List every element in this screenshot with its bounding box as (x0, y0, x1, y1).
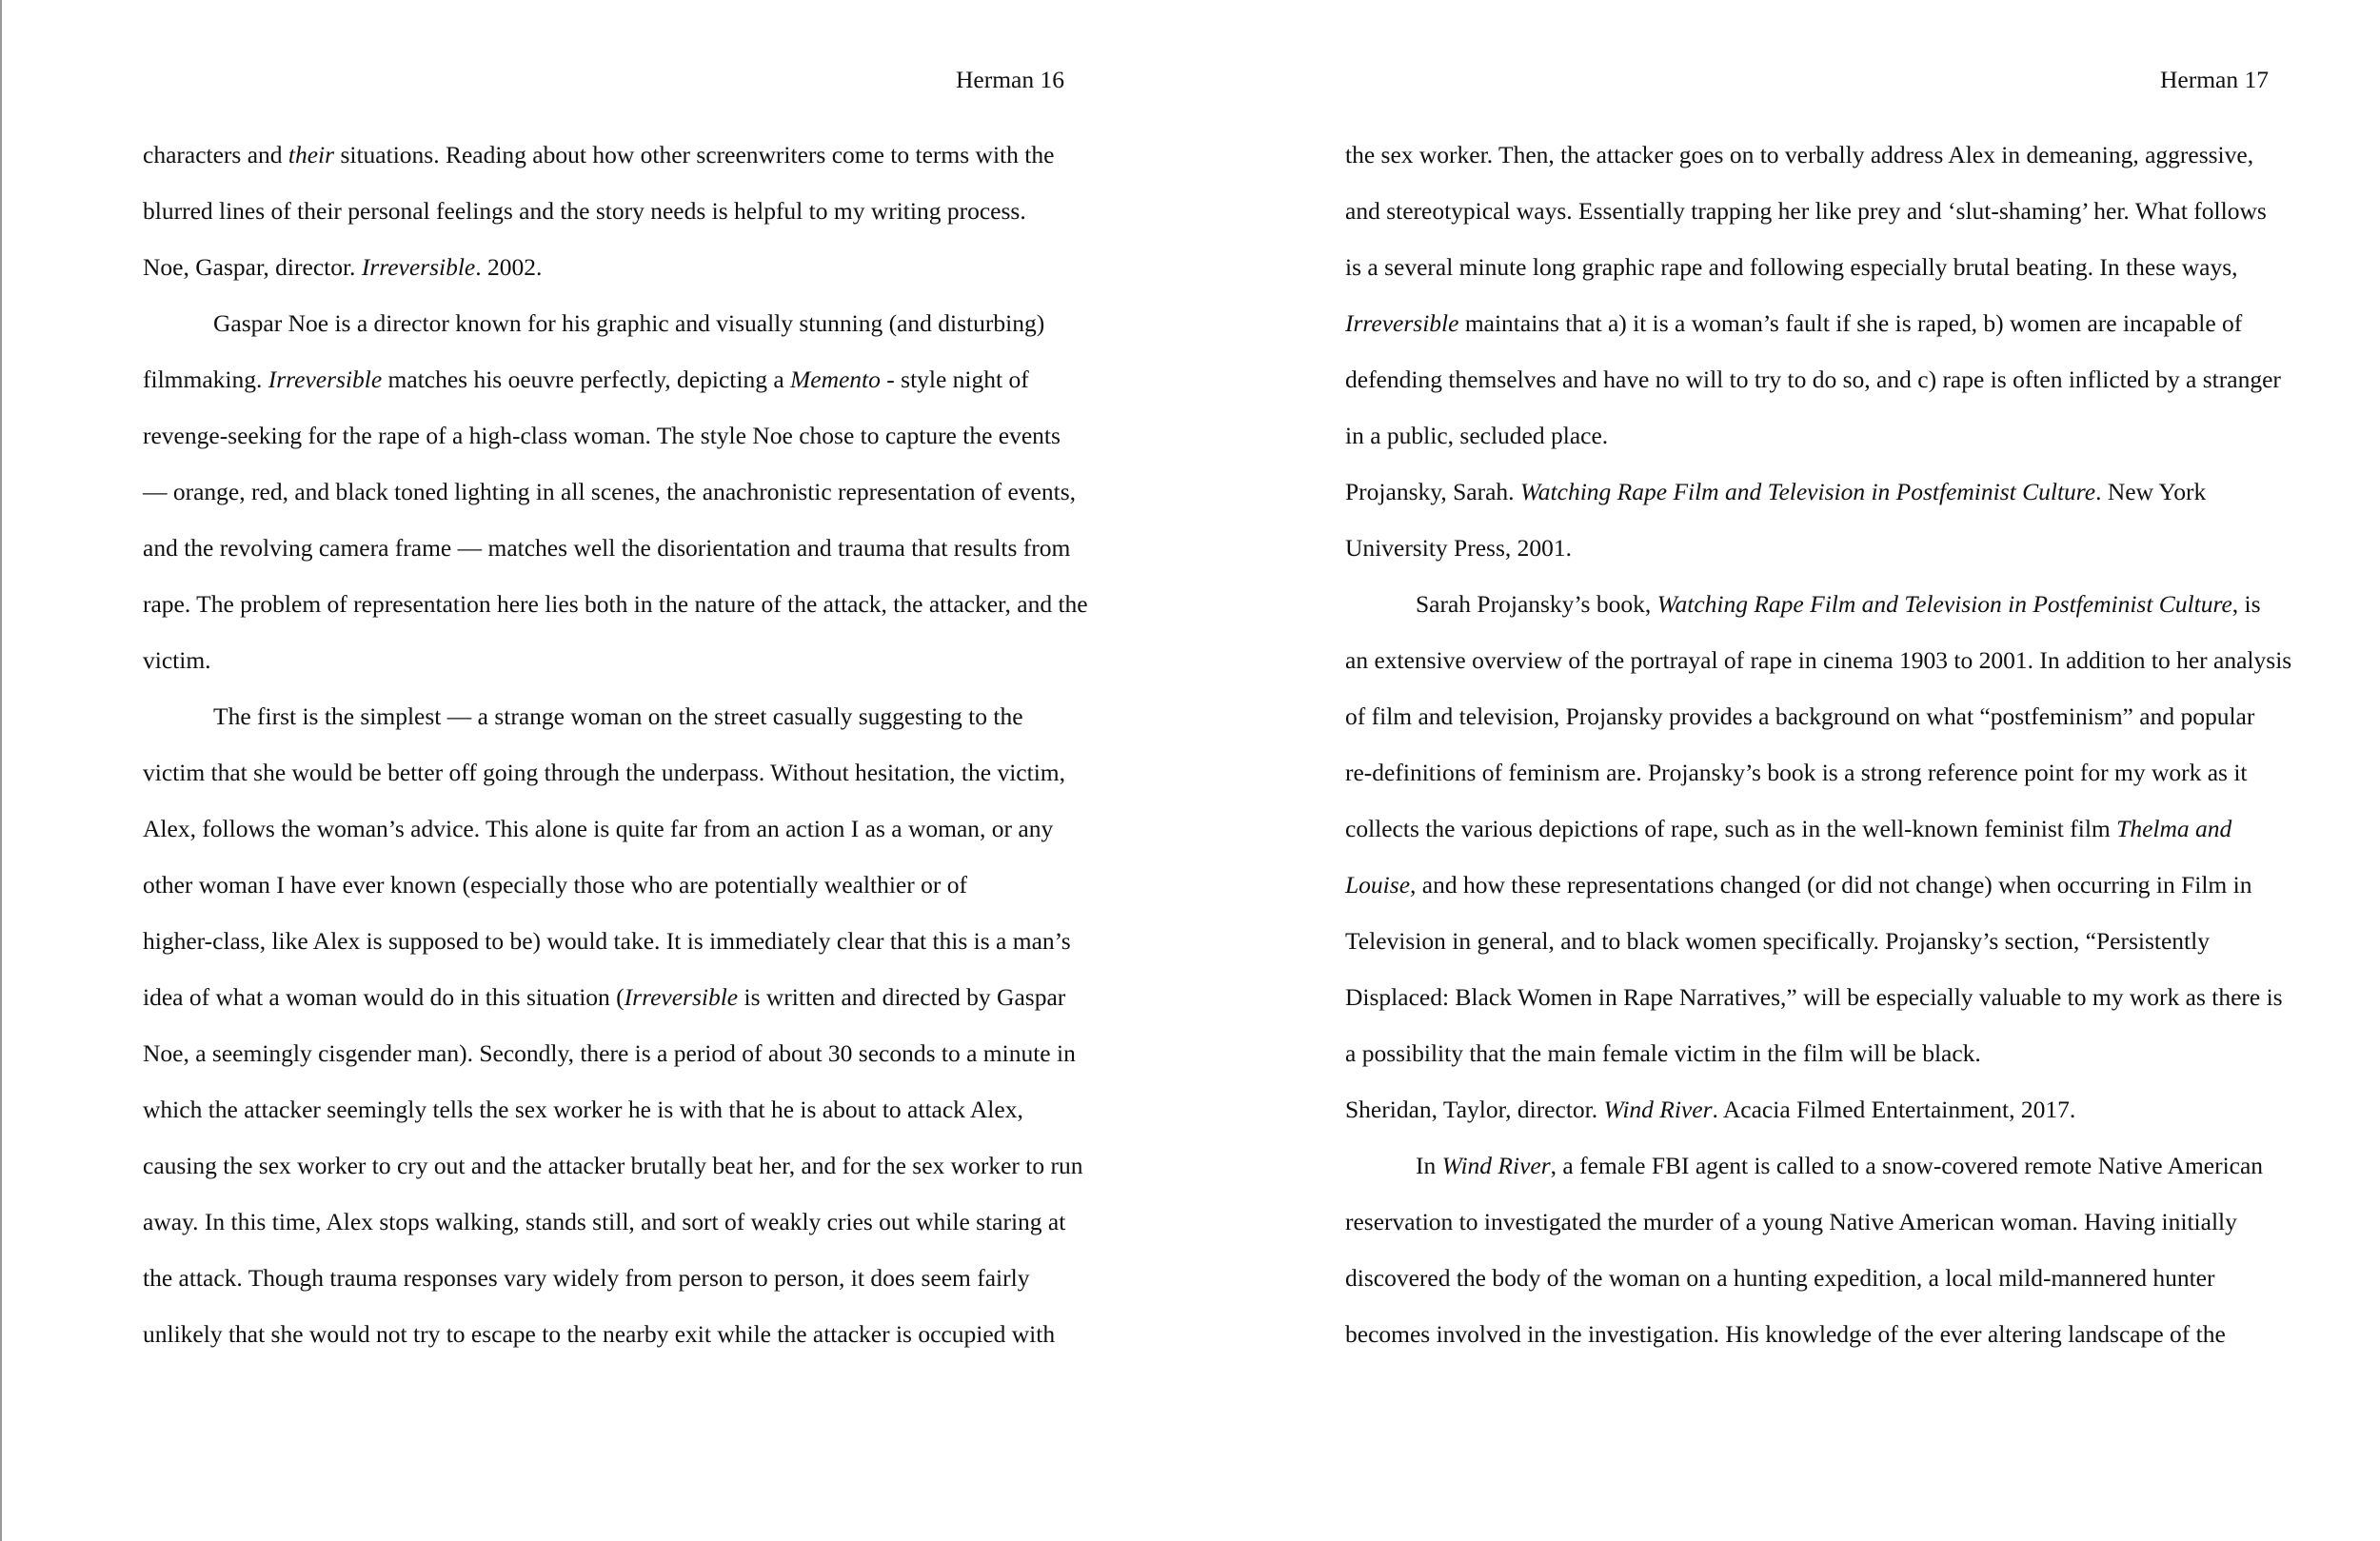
italic-text: their (288, 141, 335, 168)
text-line (1345, 1306, 2226, 1362)
italic-text: Irreversible (624, 983, 739, 1011)
text-line (143, 800, 1053, 857)
text-run: the attack. Though trauma responses vary widely from person to person, it does seem fairly (143, 1264, 1030, 1292)
text-run: In (1416, 1152, 1442, 1179)
text-run: - style night of (880, 365, 1029, 393)
text-run: an extensive overview of the portrayal of rape in cinema 1903 to 2001. In addition to her analysis (1345, 646, 2292, 674)
text-line (143, 1025, 1076, 1081)
italic-text: Irreversible (268, 365, 383, 393)
text-line (1345, 407, 1608, 464)
page-16 (143, 0, 1088, 1541)
text-line (143, 632, 211, 688)
text-run: a possibility that the main female victim in the film will be black. (1345, 1039, 1981, 1067)
text-run: causing the sex worker to cry out and the attacker brutally beat her, and for the sex worker to run (143, 1152, 1083, 1179)
text-run: University Press, 2001. (1345, 534, 1572, 562)
text-run: of film and television, Projansky provides a background on what “postfeminism” and popular (1345, 702, 2255, 730)
text-line (143, 744, 1065, 800)
text-run: Displaced: Black Women in Rape Narratives,” will be especially valuable to my work as there is (1345, 983, 2283, 1011)
text-run: in a public, secluded place. (1345, 422, 1609, 449)
text-run: matches his oeuvre perfectly, depicting a (382, 365, 791, 393)
text-line (1416, 1137, 2263, 1194)
text-run: and stereotypical ways. Essentially trapping her like prey and ‘slut-shaming’ her. What follows (1345, 197, 2267, 225)
italic-text: Louise, (1345, 871, 1417, 899)
text-line (1345, 1081, 2075, 1137)
text-run: , a female FBI agent is called to a snow-covered remote Native American (1550, 1152, 2264, 1179)
text-run: victim. (143, 646, 211, 674)
text-run: blurred lines of their personal feelings and the story needs is helpful to my writing process. (143, 197, 1026, 225)
text-run: is written and directed by Gaspar (738, 983, 1066, 1011)
text-line (143, 520, 1070, 576)
text-line (143, 1137, 1082, 1194)
text-run: Alex, follows the woman’s advice. This alone is quite far from an action I as a woman, or any (143, 815, 1054, 842)
text-line (1345, 913, 2210, 969)
text-line (1345, 1250, 2215, 1306)
text-run: unlikely that she would not try to escape to the nearby exit while the attacker is occupied with (143, 1320, 1056, 1348)
text-run: and the revolving camera frame — matches well the disorientation and trauma that results from (143, 534, 1071, 562)
text-line (143, 351, 1029, 407)
text-line (1345, 688, 2254, 744)
text-run: victim that she would be better off going through the underpass. Without hesitation, the victim, (143, 759, 1065, 786)
text-line (1345, 464, 2206, 520)
text-line (1345, 295, 2242, 351)
text-line (1345, 239, 2238, 295)
text-line (1345, 127, 2253, 183)
text-run: — orange, red, and black toned lighting in all scenes, the anachronistic representation of events, (143, 478, 1077, 505)
italic-text: Memento (790, 365, 881, 393)
text-run: reservation to investigated the murder of a young Native American woman. Having initially (1345, 1208, 2237, 1235)
text-run: rape. The problem of representation here lies both in the nature of the attack, the attacker, and the (143, 590, 1088, 618)
text-line (143, 183, 1026, 239)
text-run: defending themselves and have no will to try to do so, and c) rape is often inflicted by a stranger (1345, 365, 2281, 393)
text-line (143, 857, 967, 913)
text-run: situations. Reading about how other screenwriters come to terms with the (334, 141, 1055, 168)
text-run: , is (2231, 590, 2261, 618)
text-line (1345, 969, 2283, 1025)
italic-text: Watching Rape Film and Television in Postfeminist Culture (1656, 590, 2232, 618)
text-line (143, 407, 1061, 464)
page-header: Herman 16 (955, 66, 1064, 93)
window-left-border (0, 0, 2, 1541)
text-run: Gaspar Noe is a director known for his graphic and visually stunning (and disturbing) (213, 309, 1045, 337)
text-line (1345, 857, 2251, 913)
text-line (143, 239, 542, 295)
text-run: . Acacia Filmed Entertainment, 2017. (1712, 1096, 2076, 1123)
text-run: Sarah Projansky’s book, (1416, 590, 1657, 618)
text-run: revenge-seeking for the rape of a high-class woman. The style Noe chose to capture the events (143, 422, 1061, 449)
italic-text: Irreversible (361, 253, 476, 281)
text-run: Noe, a seemingly cisgender man). Secondly, there is a period of about 30 seconds to a minute in (143, 1039, 1076, 1067)
text-run: . New York (2095, 478, 2207, 505)
text-line (143, 127, 1054, 183)
text-line (143, 1306, 1055, 1362)
text-run: higher-class, like Alex is supposed to be) would take. It is immediately clear that this is a man’s (143, 927, 1071, 955)
text-line (143, 969, 1065, 1025)
text-line (1345, 800, 2231, 857)
text-run: other woman I have ever known (especially those who are potentially wealthier or of (143, 871, 967, 899)
text-run: re-definitions of feminism are. Projansky’s book is a strong reference point for my work as it (1345, 759, 2248, 786)
text-line (143, 1081, 1023, 1137)
page-header: Herman 17 (2159, 66, 2269, 93)
text-line (1345, 520, 1572, 576)
text-run: the sex worker. Then, the attacker goes on to verbally address Alex in demeaning, aggressive, (1345, 141, 2254, 168)
text-run: and how these representations changed (or did not change) when occurring in Film in (1416, 871, 2252, 899)
text-run: Sheridan, Taylor, director. (1345, 1096, 1604, 1123)
text-run: becomes involved in the investigation. His knowledge of the ever altering landscape of the (1345, 1320, 2226, 1348)
italic-text: Wind River (1441, 1152, 1551, 1179)
text-line (143, 913, 1071, 969)
text-run: . 2002. (475, 253, 543, 281)
text-run: discovered the body of the woman on a hunting expedition, a local mild-mannered hunter (1345, 1264, 2215, 1292)
text-run: maintains that a) it is a woman’s fault if she is raped, b) women are incapable of (1458, 309, 2243, 337)
text-line (1345, 1194, 2237, 1250)
text-line (143, 1250, 1029, 1306)
text-run: idea of what a woman would do in this situation ( (143, 983, 625, 1011)
text-run: collects the various depictions of rape, such as in the well-known feminist film (1345, 815, 2117, 842)
text-run: away. In this time, Alex stops walking, stands still, and sort of weakly cries out while staring at (143, 1208, 1066, 1235)
text-line (143, 576, 1088, 632)
text-line (1416, 576, 2261, 632)
italic-text: Wind River (1603, 1096, 1713, 1123)
italic-text: Watching Rape Film and Television in Postfeminist Culture (1519, 478, 2096, 505)
text-line (1345, 351, 2281, 407)
text-run: is a several minute long graphic rape and following especially brutal beating. In these ways, (1345, 253, 2238, 281)
text-line (1345, 744, 2248, 800)
text-line (143, 464, 1076, 520)
italic-text: Thelma and (2116, 815, 2232, 842)
text-line (143, 1194, 1065, 1250)
text-run: Television in general, and to black women specifically. Projansky’s section, “Persistently (1345, 927, 2210, 955)
text-run: filmmaking. (143, 365, 268, 393)
text-run: Noe, Gaspar, director. (143, 253, 362, 281)
italic-text: Irreversible (1345, 309, 1459, 337)
text-line (1345, 632, 2291, 688)
text-line (213, 688, 1023, 744)
text-run: which the attacker seemingly tells the sex worker he is with that he is about to attack Alex, (143, 1096, 1023, 1123)
text-run: characters and (143, 141, 288, 168)
text-line (1345, 183, 2267, 239)
text-run: The first is the simplest — a strange woman on the street casually suggesting to the (213, 702, 1023, 730)
text-line (213, 295, 1044, 351)
page-17 (1345, 0, 2292, 1541)
text-run: Projansky, Sarah. (1345, 478, 1520, 505)
text-line (1345, 1025, 1981, 1081)
